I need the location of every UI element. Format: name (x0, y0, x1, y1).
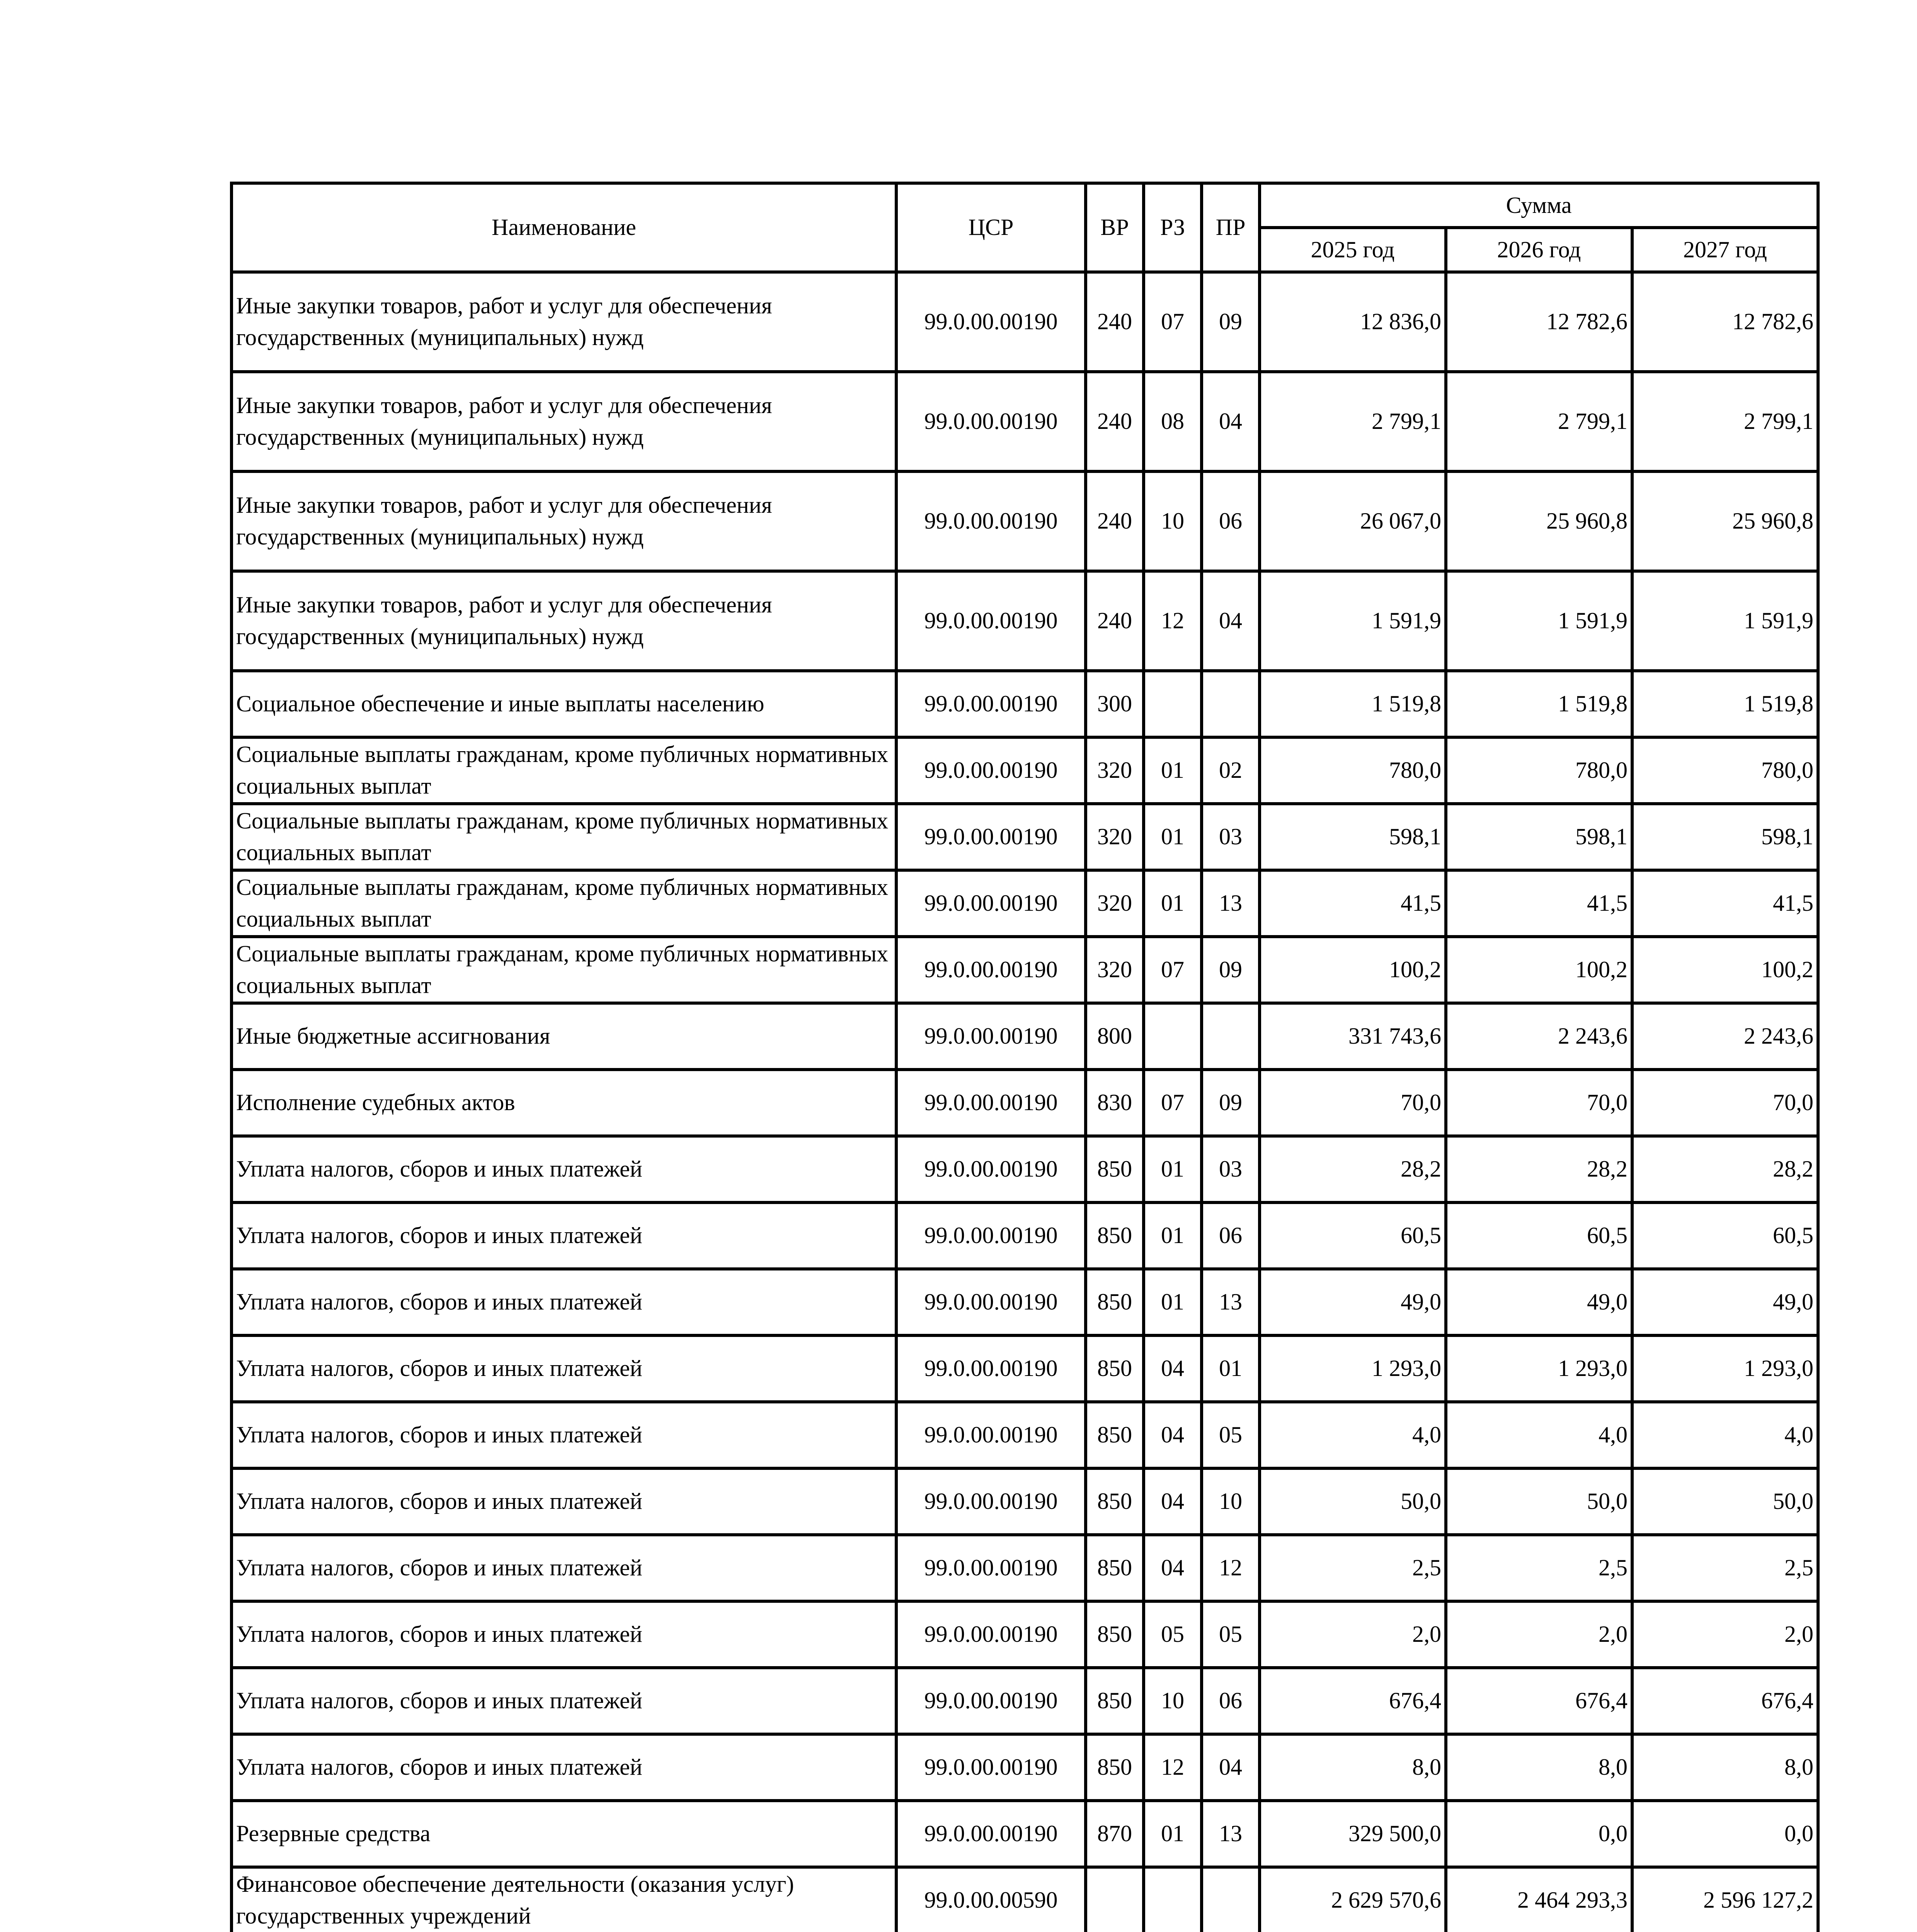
cell-pr: 02 (1202, 737, 1260, 804)
cell-pr (1202, 671, 1260, 737)
cell-amount-2025: 1 293,0 (1260, 1335, 1446, 1402)
cell-amount-2025: 2 629 570,6 (1260, 1867, 1446, 1932)
cell-rz: 12 (1144, 571, 1202, 671)
cell-amount-2027: 25 960,8 (1632, 471, 1818, 571)
cell-amount-2025: 26 067,0 (1260, 471, 1446, 571)
cell-amount-2027: 100,2 (1632, 937, 1818, 1003)
cell-pr: 12 (1202, 1535, 1260, 1601)
cell-csr: 99.0.00.00190 (896, 804, 1086, 870)
cell-pr: 06 (1202, 471, 1260, 571)
cell-amount-2025: 2,5 (1260, 1535, 1446, 1601)
cell-name: Уплата налогов, сборов и иных платежей (232, 1535, 896, 1601)
cell-rz: 08 (1144, 372, 1202, 471)
header-pr: ПР (1202, 183, 1260, 272)
cell-amount-2025: 12 836,0 (1260, 272, 1446, 372)
cell-rz: 01 (1144, 870, 1202, 937)
cell-amount-2025: 329 500,0 (1260, 1801, 1446, 1867)
cell-pr: 13 (1202, 1269, 1260, 1335)
header-csr: ЦСР (896, 183, 1086, 272)
cell-amount-2026: 598,1 (1446, 804, 1632, 870)
cell-rz: 10 (1144, 471, 1202, 571)
table-row (232, 1136, 1818, 1202)
table-row (232, 1335, 1818, 1402)
cell-amount-2026: 25 960,8 (1446, 471, 1632, 571)
cell-rz: 07 (1144, 937, 1202, 1003)
cell-name: Иные закупки товаров, работ и услуг для обеспечения государственных (муниципальных) нужд (232, 272, 896, 372)
cell-rz: 04 (1144, 1335, 1202, 1402)
cell-pr: 13 (1202, 870, 1260, 937)
cell-amount-2026: 0,0 (1446, 1801, 1632, 1867)
cell-name: Уплата налогов, сборов и иных платежей (232, 1601, 896, 1668)
cell-amount-2026: 2 243,6 (1446, 1003, 1632, 1070)
table-body (232, 272, 1818, 1932)
cell-name: Исполнение судебных актов (232, 1070, 896, 1136)
cell-csr: 99.0.00.00190 (896, 870, 1086, 937)
cell-rz: 05 (1144, 1601, 1202, 1668)
cell-name: Социальные выплаты гражданам, кроме публичных нормативных социальных выплат (232, 937, 896, 1003)
cell-rz: 01 (1144, 1801, 1202, 1867)
table-row (232, 1535, 1818, 1601)
table-row (232, 937, 1818, 1003)
cell-name: Уплата налогов, сборов и иных платежей (232, 1202, 896, 1269)
cell-rz: 10 (1144, 1668, 1202, 1734)
cell-vr: 850 (1086, 1202, 1144, 1269)
cell-name: Социальные выплаты гражданам, кроме публичных нормативных социальных выплат (232, 737, 896, 804)
cell-csr: 99.0.00.00190 (896, 1668, 1086, 1734)
cell-vr: 850 (1086, 1335, 1144, 1402)
cell-rz: 04 (1144, 1402, 1202, 1468)
table-row (232, 1867, 1818, 1932)
cell-name: Финансовое обеспечение деятельности (оказания услуг) государственных учреждений (232, 1867, 896, 1932)
cell-amount-2026: 2,0 (1446, 1601, 1632, 1668)
table-row (232, 1202, 1818, 1269)
cell-amount-2026: 100,2 (1446, 937, 1632, 1003)
cell-csr: 99.0.00.00190 (896, 1734, 1086, 1801)
cell-amount-2026: 41,5 (1446, 870, 1632, 937)
cell-amount-2027: 598,1 (1632, 804, 1818, 870)
table-row (232, 671, 1818, 737)
cell-amount-2026: 1 293,0 (1446, 1335, 1632, 1402)
cell-amount-2027: 41,5 (1632, 870, 1818, 937)
cell-rz: 12 (1144, 1734, 1202, 1801)
cell-amount-2025: 49,0 (1260, 1269, 1446, 1335)
cell-name: Резервные средства (232, 1801, 896, 1867)
cell-name: Уплата налогов, сборов и иных платежей (232, 1402, 896, 1468)
cell-rz (1144, 1003, 1202, 1070)
cell-amount-2025: 1 519,8 (1260, 671, 1446, 737)
cell-vr: 850 (1086, 1402, 1144, 1468)
cell-csr: 99.0.00.00190 (896, 272, 1086, 372)
cell-csr: 99.0.00.00590 (896, 1867, 1086, 1932)
table-row (232, 1070, 1818, 1136)
table-row (232, 1468, 1818, 1535)
cell-amount-2027: 1 293,0 (1632, 1335, 1818, 1402)
table-row (232, 1734, 1818, 1801)
cell-amount-2025: 4,0 (1260, 1402, 1446, 1468)
cell-csr: 99.0.00.00190 (896, 671, 1086, 737)
cell-amount-2027: 49,0 (1632, 1269, 1818, 1335)
table-row (232, 372, 1818, 471)
cell-csr: 99.0.00.00190 (896, 1269, 1086, 1335)
cell-amount-2027: 2,0 (1632, 1601, 1818, 1668)
cell-amount-2027: 780,0 (1632, 737, 1818, 804)
table-row (232, 571, 1818, 671)
cell-vr: 850 (1086, 1535, 1144, 1601)
table-row (232, 737, 1818, 804)
cell-name: Уплата налогов, сборов и иных платежей (232, 1668, 896, 1734)
cell-vr: 240 (1086, 372, 1144, 471)
cell-amount-2027: 8,0 (1632, 1734, 1818, 1801)
cell-csr: 99.0.00.00190 (896, 937, 1086, 1003)
cell-csr: 99.0.00.00190 (896, 1003, 1086, 1070)
cell-vr: 320 (1086, 870, 1144, 937)
cell-amount-2026: 676,4 (1446, 1668, 1632, 1734)
cell-pr: 05 (1202, 1402, 1260, 1468)
cell-csr: 99.0.00.00190 (896, 1202, 1086, 1269)
cell-amount-2027: 2 596 127,2 (1632, 1867, 1818, 1932)
budget-table (230, 182, 1820, 1932)
cell-csr: 99.0.00.00190 (896, 1535, 1086, 1601)
cell-amount-2027: 28,2 (1632, 1136, 1818, 1202)
cell-csr: 99.0.00.00190 (896, 1801, 1086, 1867)
cell-amount-2027: 70,0 (1632, 1070, 1818, 1136)
cell-name: Уплата налогов, сборов и иных платежей (232, 1468, 896, 1535)
cell-amount-2027: 2 243,6 (1632, 1003, 1818, 1070)
table-row (232, 1003, 1818, 1070)
cell-name: Социальное обеспечение и иные выплаты населению (232, 671, 896, 737)
cell-amount-2025: 331 743,6 (1260, 1003, 1446, 1070)
cell-name: Иные закупки товаров, работ и услуг для обеспечения государственных (муниципальных) нужд (232, 571, 896, 671)
cell-csr: 99.0.00.00190 (896, 372, 1086, 471)
cell-name: Уплата налогов, сборов и иных платежей (232, 1734, 896, 1801)
cell-amount-2025: 2,0 (1260, 1601, 1446, 1668)
cell-name: Уплата налогов, сборов и иных платежей (232, 1335, 896, 1402)
header-year-2026: 2026 год (1446, 228, 1632, 272)
cell-pr: 03 (1202, 1136, 1260, 1202)
cell-vr (1086, 1867, 1144, 1932)
table-row (232, 1801, 1818, 1867)
cell-vr: 850 (1086, 1601, 1144, 1668)
cell-csr: 99.0.00.00190 (896, 1468, 1086, 1535)
table-row (232, 272, 1818, 372)
cell-rz: 07 (1144, 1070, 1202, 1136)
cell-amount-2026: 50,0 (1446, 1468, 1632, 1535)
cell-name: Иные бюджетные ассигнования (232, 1003, 896, 1070)
cell-name: Уплата налогов, сборов и иных платежей (232, 1269, 896, 1335)
cell-csr: 99.0.00.00190 (896, 471, 1086, 571)
cell-rz: 01 (1144, 1269, 1202, 1335)
cell-pr: 05 (1202, 1601, 1260, 1668)
cell-pr: 04 (1202, 571, 1260, 671)
cell-amount-2025: 70,0 (1260, 1070, 1446, 1136)
cell-csr: 99.0.00.00190 (896, 1070, 1086, 1136)
cell-vr: 850 (1086, 1668, 1144, 1734)
cell-amount-2025: 598,1 (1260, 804, 1446, 870)
cell-vr: 870 (1086, 1801, 1144, 1867)
cell-pr: 01 (1202, 1335, 1260, 1402)
cell-vr: 240 (1086, 272, 1144, 372)
table-row (232, 870, 1818, 937)
cell-rz: 01 (1144, 804, 1202, 870)
cell-rz: 01 (1144, 1136, 1202, 1202)
cell-rz: 04 (1144, 1468, 1202, 1535)
header-vr: ВР (1086, 183, 1144, 272)
cell-amount-2026: 780,0 (1446, 737, 1632, 804)
cell-amount-2025: 8,0 (1260, 1734, 1446, 1801)
cell-pr: 09 (1202, 272, 1260, 372)
cell-csr: 99.0.00.00190 (896, 1136, 1086, 1202)
cell-amount-2027: 0,0 (1632, 1801, 1818, 1867)
cell-amount-2025: 676,4 (1260, 1668, 1446, 1734)
cell-pr: 06 (1202, 1202, 1260, 1269)
header-sum: Сумма (1260, 183, 1818, 228)
cell-csr: 99.0.00.00190 (896, 1601, 1086, 1668)
cell-amount-2025: 41,5 (1260, 870, 1446, 937)
header-year-2027: 2027 год (1632, 228, 1818, 272)
cell-pr (1202, 1867, 1260, 1932)
cell-amount-2025: 28,2 (1260, 1136, 1446, 1202)
cell-amount-2027: 1 591,9 (1632, 571, 1818, 671)
cell-vr: 320 (1086, 737, 1144, 804)
cell-pr: 09 (1202, 937, 1260, 1003)
cell-vr: 850 (1086, 1136, 1144, 1202)
cell-amount-2026: 49,0 (1446, 1269, 1632, 1335)
cell-rz: 07 (1144, 272, 1202, 372)
cell-csr: 99.0.00.00190 (896, 1335, 1086, 1402)
cell-vr: 300 (1086, 671, 1144, 737)
cell-vr: 240 (1086, 471, 1144, 571)
cell-pr: 10 (1202, 1468, 1260, 1535)
cell-amount-2025: 100,2 (1260, 937, 1446, 1003)
cell-amount-2025: 1 591,9 (1260, 571, 1446, 671)
cell-amount-2027: 60,5 (1632, 1202, 1818, 1269)
cell-amount-2027: 2 799,1 (1632, 372, 1818, 471)
table-row (232, 471, 1818, 571)
cell-amount-2026: 2,5 (1446, 1535, 1632, 1601)
cell-amount-2025: 50,0 (1260, 1468, 1446, 1535)
cell-amount-2026: 8,0 (1446, 1734, 1632, 1801)
cell-vr: 850 (1086, 1734, 1144, 1801)
cell-amount-2026: 28,2 (1446, 1136, 1632, 1202)
cell-name: Социальные выплаты гражданам, кроме публичных нормативных социальных выплат (232, 804, 896, 870)
header-name: Наименование (232, 183, 896, 272)
cell-rz (1144, 1867, 1202, 1932)
table-row (232, 1402, 1818, 1468)
cell-amount-2025: 2 799,1 (1260, 372, 1446, 471)
cell-name: Иные закупки товаров, работ и услуг для обеспечения государственных (муниципальных) нужд (232, 372, 896, 471)
cell-vr: 830 (1086, 1070, 1144, 1136)
cell-pr: 13 (1202, 1801, 1260, 1867)
table-row (232, 1601, 1818, 1668)
cell-rz: 01 (1144, 737, 1202, 804)
table-header (232, 183, 1818, 272)
table-row (232, 1668, 1818, 1734)
cell-vr: 320 (1086, 804, 1144, 870)
cell-amount-2026: 1 591,9 (1446, 571, 1632, 671)
cell-amount-2025: 60,5 (1260, 1202, 1446, 1269)
cell-vr: 800 (1086, 1003, 1144, 1070)
cell-pr: 06 (1202, 1668, 1260, 1734)
cell-amount-2026: 60,5 (1446, 1202, 1632, 1269)
header-rz: РЗ (1144, 183, 1202, 272)
cell-name: Иные закупки товаров, работ и услуг для обеспечения государственных (муниципальных) нужд (232, 471, 896, 571)
cell-amount-2025: 780,0 (1260, 737, 1446, 804)
cell-pr: 04 (1202, 1734, 1260, 1801)
cell-amount-2027: 676,4 (1632, 1668, 1818, 1734)
cell-rz: 01 (1144, 1202, 1202, 1269)
cell-amount-2027: 12 782,6 (1632, 272, 1818, 372)
cell-csr: 99.0.00.00190 (896, 571, 1086, 671)
cell-amount-2026: 70,0 (1446, 1070, 1632, 1136)
table-row (232, 1269, 1818, 1335)
cell-csr: 99.0.00.00190 (896, 737, 1086, 804)
cell-amount-2027: 50,0 (1632, 1468, 1818, 1535)
cell-vr: 850 (1086, 1269, 1144, 1335)
cell-amount-2026: 12 782,6 (1446, 272, 1632, 372)
cell-csr: 99.0.00.00190 (896, 1402, 1086, 1468)
cell-name: Социальные выплаты гражданам, кроме публичных нормативных социальных выплат (232, 870, 896, 937)
cell-vr: 850 (1086, 1468, 1144, 1535)
cell-pr: 09 (1202, 1070, 1260, 1136)
cell-rz: 04 (1144, 1535, 1202, 1601)
cell-name: Уплата налогов, сборов и иных платежей (232, 1136, 896, 1202)
cell-vr: 320 (1086, 937, 1144, 1003)
cell-pr (1202, 1003, 1260, 1070)
cell-amount-2027: 4,0 (1632, 1402, 1818, 1468)
cell-rz (1144, 671, 1202, 737)
cell-amount-2027: 2,5 (1632, 1535, 1818, 1601)
cell-pr: 03 (1202, 804, 1260, 870)
cell-amount-2027: 1 519,8 (1632, 671, 1818, 737)
cell-amount-2026: 2 799,1 (1446, 372, 1632, 471)
cell-amount-2026: 1 519,8 (1446, 671, 1632, 737)
cell-pr: 04 (1202, 372, 1260, 471)
cell-amount-2026: 4,0 (1446, 1402, 1632, 1468)
cell-vr: 240 (1086, 571, 1144, 671)
header-year-2025: 2025 год (1260, 228, 1446, 272)
table-row (232, 804, 1818, 870)
cell-amount-2026: 2 464 293,3 (1446, 1867, 1632, 1932)
